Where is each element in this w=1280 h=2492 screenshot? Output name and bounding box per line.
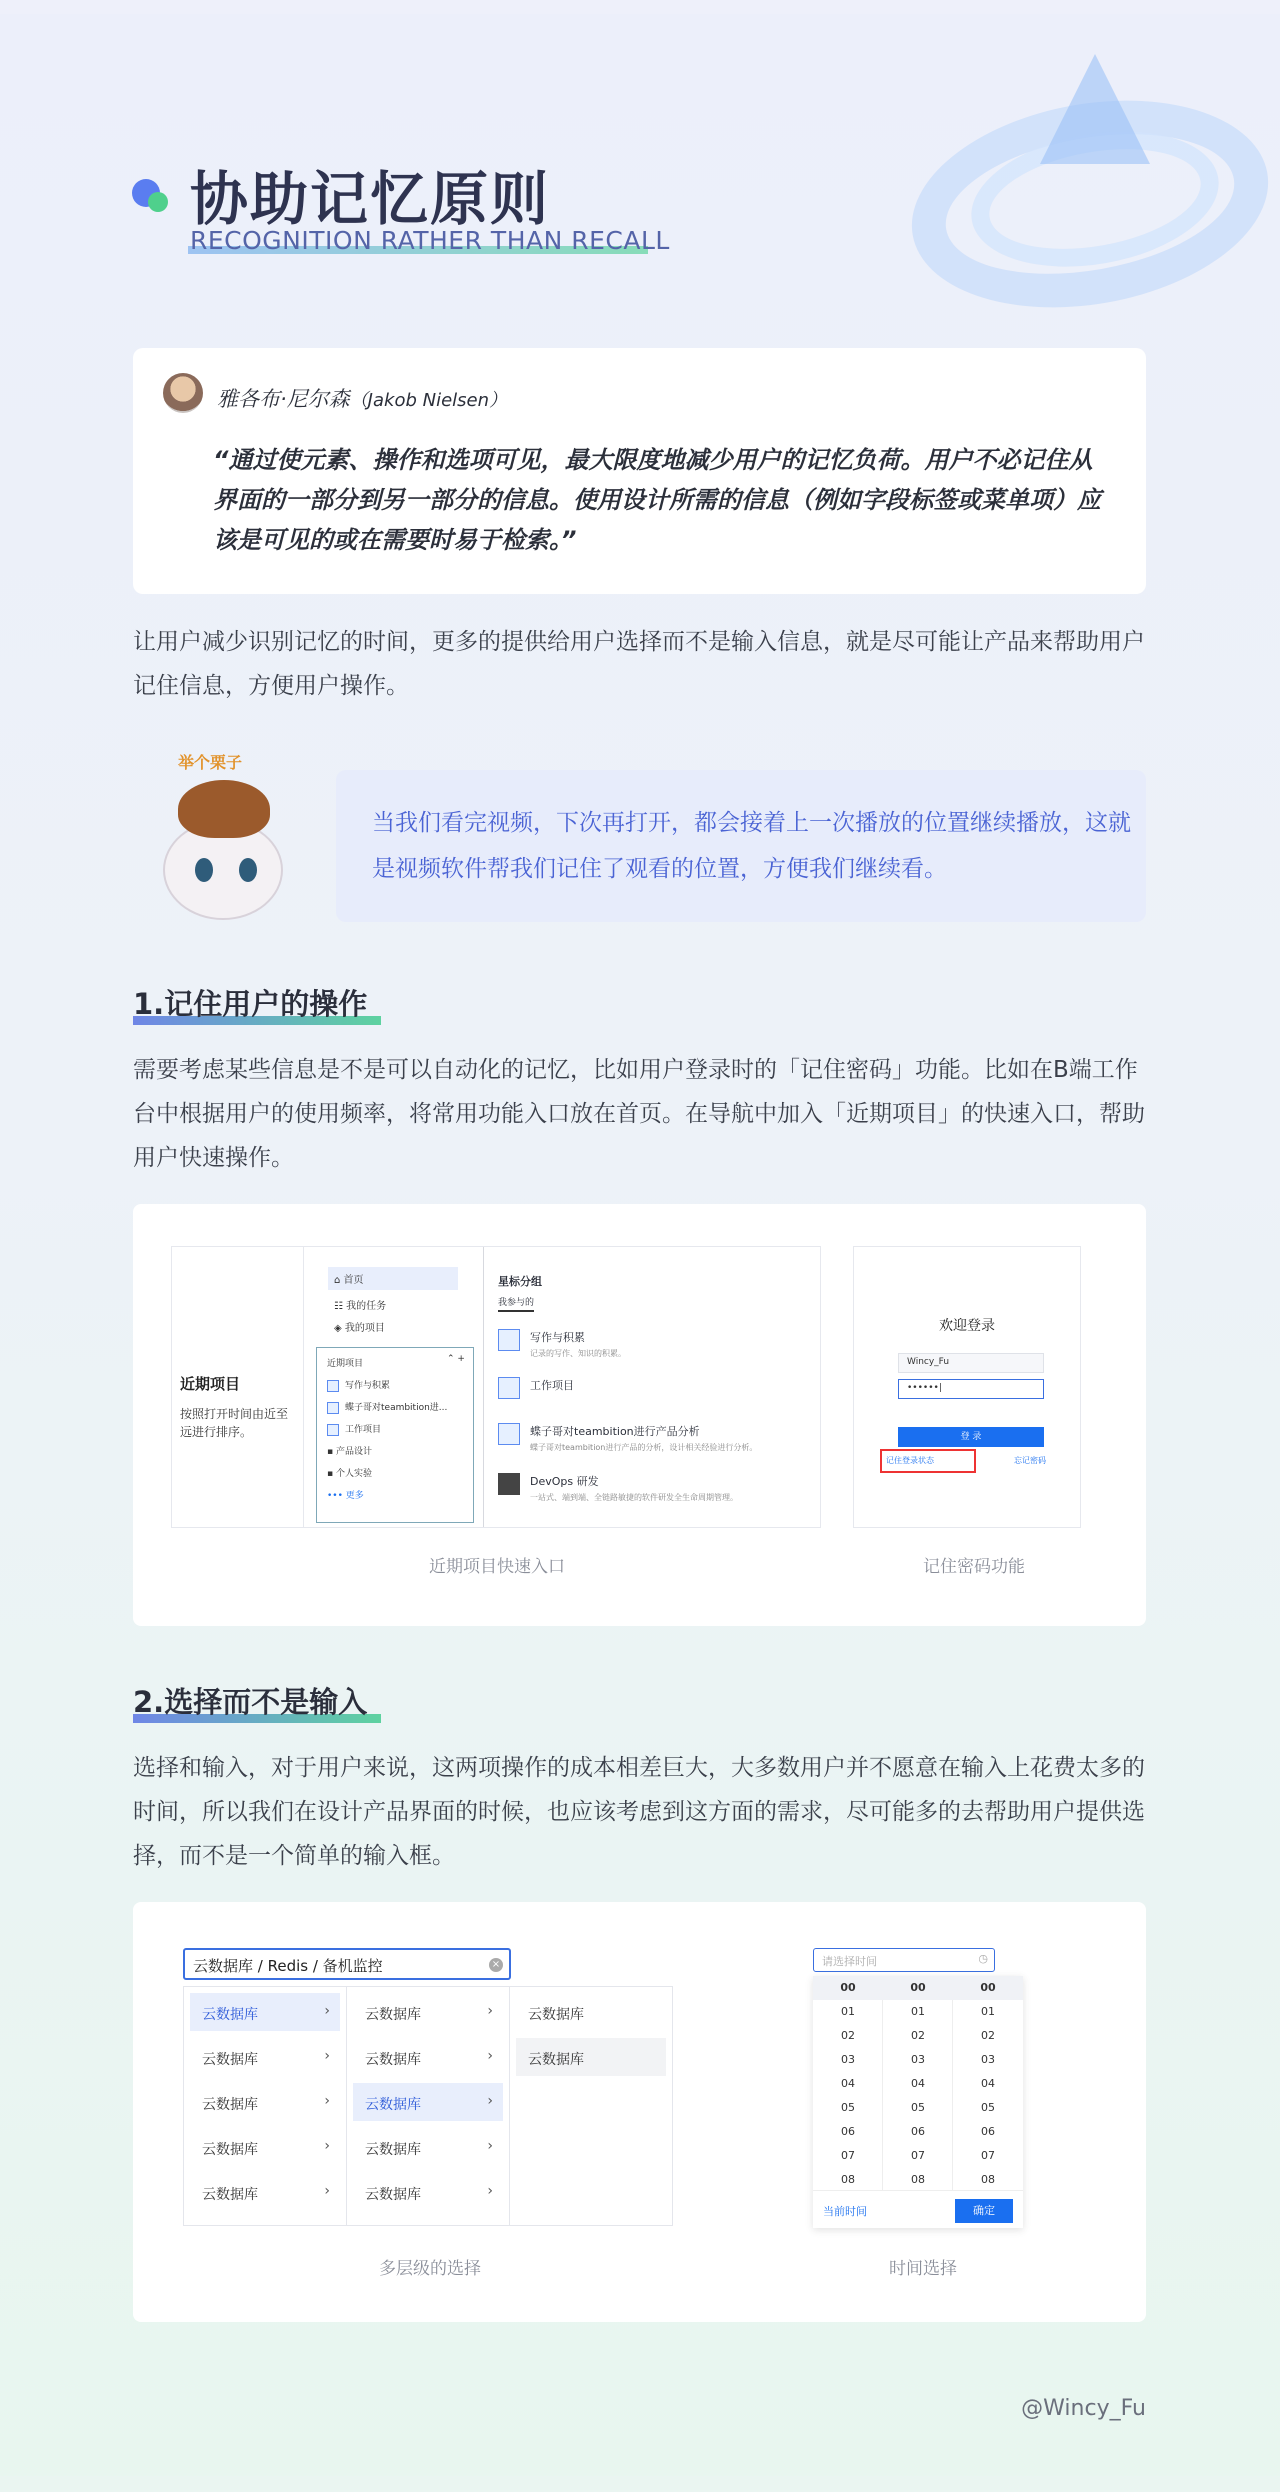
cascade-option[interactable]: 云数据库 ›: [365, 2183, 493, 2203]
recent-item[interactable]: 工作项目: [327, 1422, 381, 1436]
clear-icon[interactable]: ×: [489, 1958, 503, 1972]
login-button[interactable]: 登 录: [898, 1427, 1044, 1447]
section1-title: 1.记住用户的操作: [133, 987, 368, 1021]
time-option[interactable]: 07: [981, 2149, 995, 2162]
cascade-panel: [183, 1986, 673, 2226]
recent-item[interactable]: ▪ 产品设计: [327, 1447, 372, 1457]
check-icon: [498, 1329, 520, 1351]
cascade-option[interactable]: 云数据库 ›: [190, 1993, 340, 2031]
chevron-right-icon: ›: [487, 2183, 493, 2199]
author-name: 雅各布·尼尔森: [217, 387, 350, 411]
project-card[interactable]: 蝶子哥对teambition进行产品分析 蝶子哥对teambition进行产品的分析，设计相关经验进行分析。: [498, 1423, 818, 1453]
recent-more-link[interactable]: ••• 更多: [327, 1491, 364, 1501]
cube-icon: ◈: [334, 1323, 345, 1334]
caption-recent-projects: 近期项目快速入口: [429, 1557, 565, 1577]
time-option[interactable]: 08: [841, 2173, 855, 2186]
nav-item-projects[interactable]: ◈ 我的项目: [334, 1323, 385, 1334]
recent-item[interactable]: 蝶子哥对teambition进...: [327, 1400, 447, 1414]
checkbox-icon: [327, 1424, 339, 1436]
cascade-option[interactable]: 云数据库 ›: [365, 2003, 493, 2023]
time-option[interactable]: 07: [841, 2149, 855, 2162]
list-icon: ☷: [334, 1301, 347, 1312]
recent-collapse-icon[interactable]: ⌃ +: [447, 1354, 465, 1364]
nav-item-tasks[interactable]: ☷ 我的任务: [334, 1301, 387, 1312]
mascot-illustration: [133, 750, 303, 940]
username-field[interactable]: Wincy_Fu: [898, 1353, 1044, 1373]
section2-text: 选择和输入，对于用户来说，这两项操作的成本相差巨大，大多数用户并不愿意在输入上花费太多的时间，所以我们在设计产品界面的时候，也应该考虑到这方面的需求，尽可能多的去帮助用户提供选择，而不是一个简单的输入框。: [133, 1755, 1145, 1869]
quote-author: [217, 383, 507, 413]
time-input[interactable]: 请选择时间 ◷: [813, 1948, 995, 1972]
time-option[interactable]: 02: [981, 2029, 995, 2042]
time-option[interactable]: 01: [981, 2005, 995, 2018]
time-option[interactable]: 05: [841, 2101, 855, 2114]
page: [0, 14, 1280, 2476]
author-avatar: [163, 373, 203, 413]
chevron-right-icon: ›: [324, 2003, 330, 2019]
time-option[interactable]: 04: [841, 2077, 855, 2090]
title-dot-accent-icon: [148, 192, 168, 212]
time-option[interactable]: 06: [911, 2125, 925, 2138]
page-subtitle: RECOGNITION RATHER THAN RECALL: [190, 226, 670, 255]
home-icon: ⌂: [334, 1275, 344, 1286]
recent-header: 近期项目: [327, 1359, 364, 1369]
cascade-column-2: [347, 1987, 510, 2225]
time-option[interactable]: 00: [813, 1976, 883, 2000]
hours-column: [813, 1976, 883, 2190]
time-option[interactable]: 02: [911, 2029, 925, 2042]
cascade-option[interactable]: 云数据库 ›: [365, 2138, 493, 2158]
time-option[interactable]: 07: [911, 2149, 925, 2162]
section1-image-card: [133, 1204, 1146, 1626]
password-field[interactable]: ••••••|: [898, 1379, 1044, 1399]
author-signature: @Wincy_Fu: [1021, 2396, 1146, 2421]
recent-item[interactable]: 写作与积累: [327, 1378, 390, 1392]
check-icon: [498, 1423, 520, 1445]
example-text: 当我们看完视频，下次再打开，都会接着上一次播放的位置继续播放，这就是视频软件帮我们记住了观看的位置，方便我们继续看。: [372, 810, 1131, 882]
chevron-right-icon: ›: [324, 2138, 330, 2154]
caption-time: 时间选择: [889, 2259, 957, 2279]
cascade-option[interactable]: 云数据库 ›: [202, 2093, 330, 2113]
author-name-en: （Jakob Nielsen）: [349, 390, 508, 411]
time-option[interactable]: 06: [981, 2125, 995, 2138]
caption-cascade: 多层级的选择: [379, 2259, 481, 2279]
recent-projects-box: [316, 1347, 474, 1523]
login-title: 欢迎登录: [939, 1318, 995, 1334]
time-option[interactable]: 05: [981, 2101, 995, 2114]
time-picker-footer: [813, 2190, 1023, 2228]
recent-item[interactable]: ▪ 个人实验: [327, 1469, 372, 1479]
project-card[interactable]: 工作项目: [498, 1377, 818, 1399]
quote-text: “通过使元素、操作和选项可见，最大限度地减少用户的记忆负荷。用户不必记住从界面的一部分到另一部分的信息。使用设计所需的信息（例如字段标签或菜单项）应该是可见的或在需要时易于检索。”: [213, 446, 1101, 554]
cascade-select-input[interactable]: [183, 1948, 511, 1980]
check-icon: [498, 1377, 520, 1399]
chevron-right-icon: ›: [324, 2093, 330, 2109]
nav-item-home[interactable]: ⌂ 首页: [328, 1267, 458, 1290]
time-option[interactable]: 03: [911, 2053, 925, 2066]
checkbox-icon: [327, 1402, 339, 1414]
now-link[interactable]: 当前时间: [823, 2205, 867, 2218]
time-option[interactable]: 04: [911, 2077, 925, 2090]
project-card[interactable]: DevOps 研发 一站式、端到端、全链路敏捷的软件研发全生命周期管理。: [498, 1473, 818, 1503]
nav-pane: [304, 1247, 484, 1527]
cascade-option[interactable]: 云数据库: [528, 2007, 584, 2023]
annotation-pane: [172, 1247, 304, 1527]
page-title: 协助记忆原则: [190, 165, 551, 233]
annotation-title: 近期项目: [180, 1375, 241, 1393]
clock-icon: ◷: [978, 1952, 988, 1965]
annotation-desc: 按照打开时间由近至远进行排序。: [180, 1407, 289, 1439]
checkbox-icon: [327, 1380, 339, 1392]
cascade-option[interactable]: 云数据库 ›: [202, 2048, 330, 2068]
time-option[interactable]: 03: [981, 2053, 995, 2066]
time-option[interactable]: 00: [953, 1976, 1023, 2000]
recent-projects-screenshot: [171, 1246, 821, 1528]
seconds-column: [953, 1976, 1023, 2190]
time-option[interactable]: 00: [883, 1976, 953, 2000]
time-option[interactable]: 06: [841, 2125, 855, 2138]
cascade-option[interactable]: 云数据库 ›: [202, 2183, 330, 2203]
example-bubble: [336, 770, 1146, 922]
time-option[interactable]: 01: [841, 2005, 855, 2018]
main-header: 星标分组: [498, 1275, 542, 1288]
cascade-option[interactable]: 云数据库 ›: [202, 2138, 330, 2158]
chevron-right-icon: ›: [487, 2048, 493, 2064]
cascade-column-1: [184, 1987, 347, 2225]
caption-remember-password: 记住密码功能: [923, 1557, 1025, 1577]
time-option[interactable]: 04: [981, 2077, 995, 2090]
time-option[interactable]: 03: [841, 2053, 855, 2066]
decorative-3d-graphic: [760, 14, 1280, 344]
time-option[interactable]: 08: [911, 2173, 925, 2186]
project-avatar-icon: ▪: [327, 1469, 336, 1479]
tab-participated[interactable]: 我参与的: [498, 1295, 534, 1312]
login-screenshot: [853, 1246, 1081, 1528]
quote-card: [133, 348, 1146, 594]
cascade-option[interactable]: 云数据库 ›: [353, 2083, 503, 2121]
time-option[interactable]: 01: [911, 2005, 925, 2018]
time-option[interactable]: 05: [911, 2101, 925, 2114]
chevron-right-icon: ›: [324, 2183, 330, 2199]
intro-paragraph: 让用户减少识别记忆的时间，更多的提供给用户选择而不是输入信息，就是尽可能让产品来帮助用户记住信息，方便用户操作。: [133, 629, 1145, 699]
chevron-right-icon: ›: [487, 2138, 493, 2154]
chevron-right-icon: ›: [487, 2003, 493, 2019]
section2-title: 2.选择而不是输入: [133, 1685, 368, 1719]
project-image-icon: [498, 1473, 520, 1495]
project-card[interactable]: 写作与积累 记录的写作、知识的积累。: [498, 1329, 818, 1359]
minutes-column: [883, 1976, 953, 2190]
forgot-password-link[interactable]: 忘记密码: [1014, 1456, 1046, 1465]
ok-button[interactable]: 确定: [955, 2199, 1013, 2223]
main-pane: [488, 1247, 822, 1527]
example-tag: 举个栗子: [178, 753, 243, 772]
remember-password-checkbox[interactable]: 记住登录状态: [880, 1449, 976, 1473]
cascade-option[interactable]: 云数据库: [516, 2038, 666, 2076]
time-picker-panel: [813, 1976, 1023, 2228]
chevron-right-icon: ›: [324, 2048, 330, 2064]
chevron-right-icon: ›: [487, 2093, 493, 2109]
time-option[interactable]: 08: [981, 2173, 995, 2186]
section1-text: 需要考虑某些信息是不是可以自动化的记忆，比如用户登录时的「记住密码」功能。比如在B端工作台中根据用户的使用频率，将常用功能入口放在首页。在导航中加入「近期项目」的快速入口，帮助用户快速操作。: [133, 1057, 1145, 1171]
cascade-value: 云数据库 / Redis / 备机监控: [193, 1957, 383, 1975]
cascade-column-3: [510, 1987, 673, 2225]
section2-image-card: [133, 1902, 1146, 2322]
cascade-option[interactable]: 云数据库 ›: [365, 2048, 493, 2068]
project-avatar-icon: ▪: [327, 1447, 336, 1457]
time-option[interactable]: 02: [841, 2029, 855, 2042]
